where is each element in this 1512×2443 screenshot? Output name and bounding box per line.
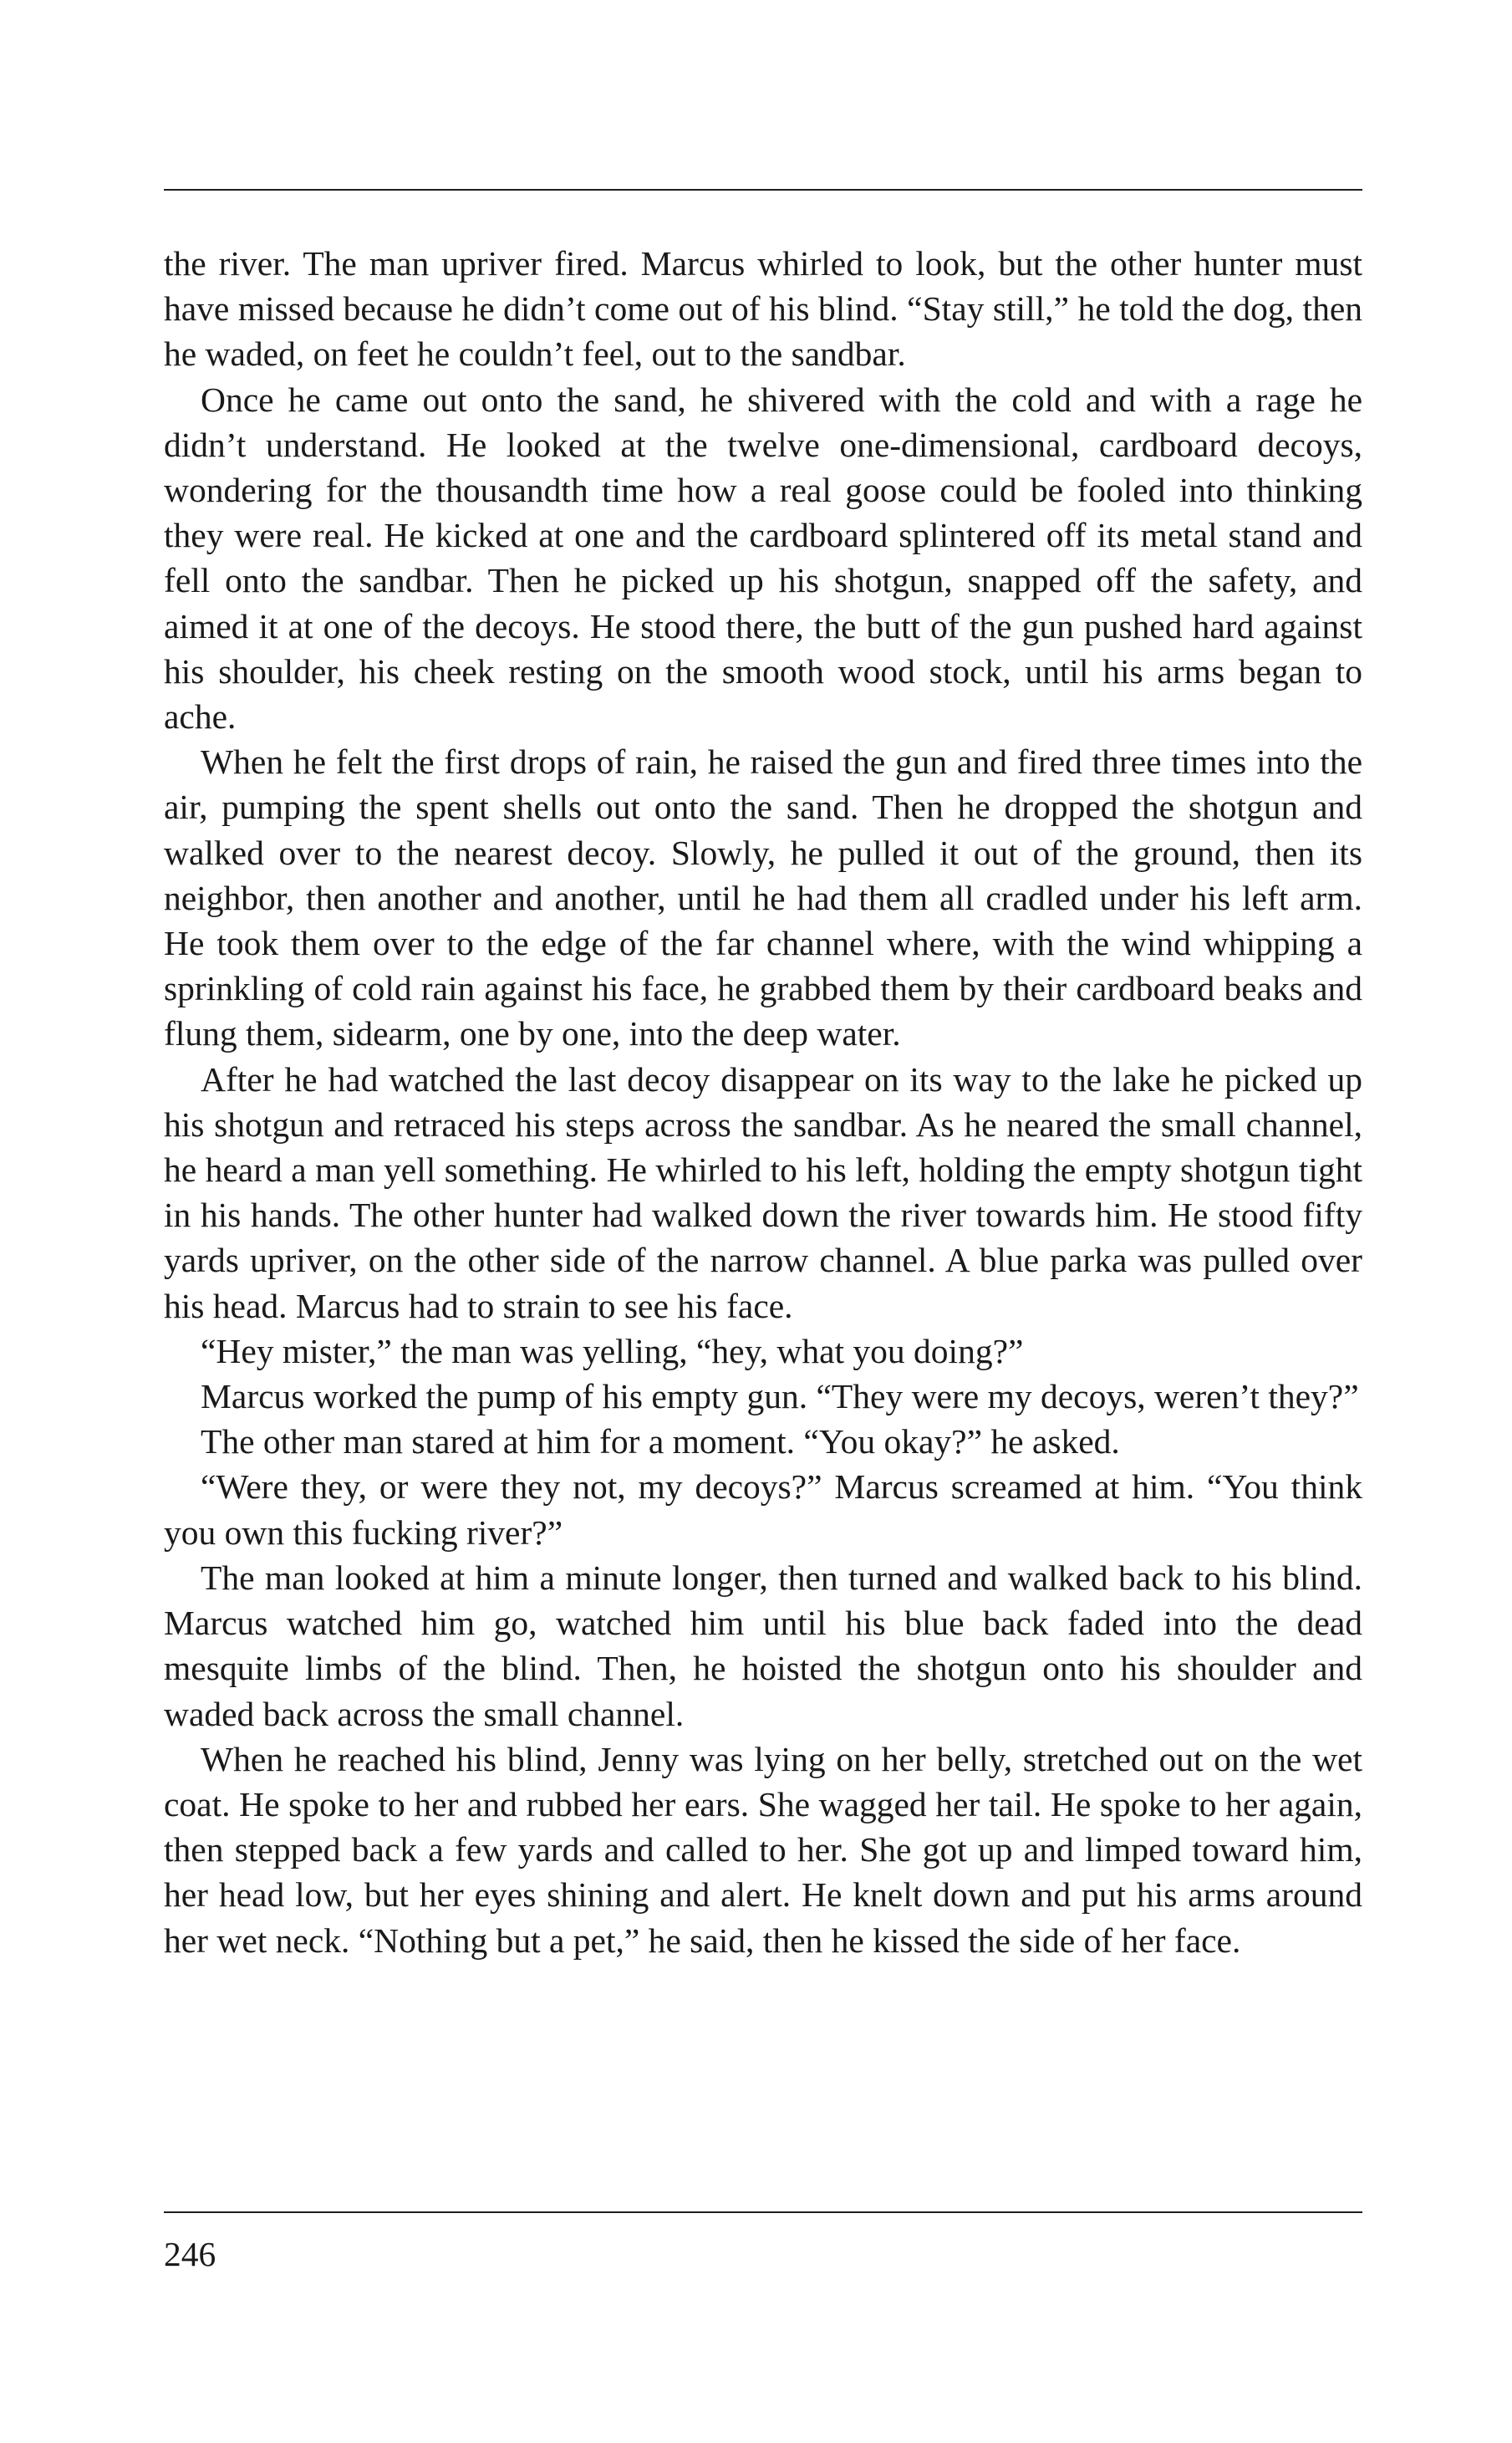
top-rule <box>164 189 1362 191</box>
paragraph: When he reached his blind, Jenny was lying on her belly, stretched out on the wet coat. He spoke to her and rubbed her ears. She wagged her tail. He spoke to her again, then stepped back a few yards and called to her. She got up and limped toward him, her head low, but her eyes shining and alert. He knelt down and put his arms around her wet neck. “Nothing but a pet,” he said, then he kissed the side of her face. <box>164 1739 1362 1960</box>
paragraph: the river. The man upriver fired. Marcus whirled to look, but the other hunter must have missed because he didn’t come out of his blind. “Stay still,” he told the dog, then he waded, on feet he couldn’t feel, out to the sandbar. <box>164 244 1362 374</box>
paragraph: Marcus worked the pump of his empty gun. “They were my decoys, weren’t they?” <box>201 1377 1359 1416</box>
bottom-rule <box>164 2211 1362 2213</box>
paragraph: The man looked at him a minute longer, then turned and walked back to his blind. Marcus watched him go, watched him until his blue back faded into the dead mesquite limbs of the blind. Then, he hoisted the shotgun onto his shoulder and waded back across the small channel. <box>164 1558 1362 1733</box>
paragraph: After he had watched the last decoy disappear on its way to the lake he picked up his shotgun and retraced his steps across the sandbar. As he neared the small channel, he heard a man yell something. He whirled to his left, holding the empty shotgun tight in his hands. The other hunter had walked down the river towards him. He stood fifty yards upriver, on the other side of the narrow channel. A blue parka was pulled over his head. Marcus had to strain to see his face. <box>164 1059 1362 1325</box>
paragraph: The other man stared at him for a moment. “You okay?” he asked. <box>201 1422 1120 1461</box>
body-text <box>164 241 1362 1963</box>
paragraph: When he felt the first drops of rain, he raised the gun and fired three times into the air, pumping the spent shells out onto the sand. Then he dropped the shotgun and walked over to the nearest decoy. Slowly, he pulled it out of the ground, then its neighbor, then another and another, until he had them all cradled under his left arm. He took them over to the edge of the far channel where, with the wind whipping a sprinkling of cold rain against his face, he grabbed them by their cardboard beaks and flung them, sidearm, one by one, into the deep water. <box>164 742 1362 1053</box>
paragraph: “Hey mister,” the man was yelling, “hey, what you doing?” <box>201 1331 1024 1370</box>
page-number: 246 <box>164 2235 216 2273</box>
paragraph: Once he came out onto the sand, he shivered with the cold and with a rage he didn’t understand. He looked at the twelve one-dimensional, cardboard decoys, wondering for the thousandth time how a real goose could be fooled into thinking they were real. He kicked at one and the cardboard splintered off its metal stand and fell onto the sandbar. Then he picked up his shotgun, snapped off the safety, and aimed it at one of the decoys. He stood there, the butt of the gun pushed hard against his shoulder, his cheek resting on the smooth wood stock, until his arms began to ache. <box>164 380 1362 737</box>
paragraph: “Were they, or were they not, my decoys?” Marcus screamed at him. “You think you own this fucking river?” <box>164 1467 1362 1552</box>
